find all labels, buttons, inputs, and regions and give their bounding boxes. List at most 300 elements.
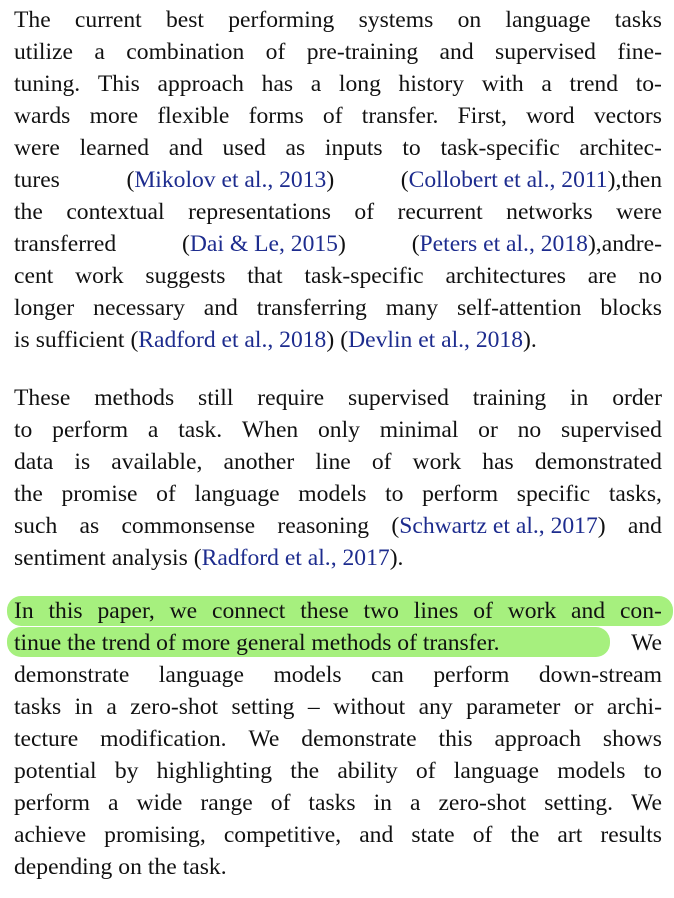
word xyxy=(307,36,418,68)
word-text: tures xyxy=(14,167,60,193)
word xyxy=(570,382,588,414)
text-line xyxy=(14,260,662,292)
word-text: on xyxy=(457,7,482,33)
word-text: and xyxy=(627,513,662,539)
word-text: lines xyxy=(413,598,459,624)
word-text: of xyxy=(322,103,343,129)
word xyxy=(14,132,60,164)
word-text: work xyxy=(507,598,557,624)
word xyxy=(457,292,581,324)
word xyxy=(391,510,605,542)
word xyxy=(247,260,282,292)
word xyxy=(66,196,164,228)
word xyxy=(98,68,140,100)
word xyxy=(510,819,539,851)
word xyxy=(266,36,286,68)
word xyxy=(118,851,142,883)
word xyxy=(594,100,662,132)
word-text: state xyxy=(411,822,455,848)
word xyxy=(286,132,306,164)
text-line xyxy=(14,100,662,132)
word xyxy=(541,68,551,100)
word xyxy=(371,659,404,691)
word-text: ( xyxy=(391,513,400,539)
word-text: to- xyxy=(635,71,662,97)
text-line xyxy=(14,228,662,260)
word xyxy=(166,4,204,36)
word-text: of xyxy=(270,790,291,816)
word-text: of xyxy=(415,758,436,784)
word xyxy=(97,595,154,627)
word-text: – xyxy=(307,694,320,720)
word-text: a xyxy=(106,694,117,720)
word-text: In xyxy=(14,598,34,624)
word-text: in xyxy=(569,385,589,411)
word-text: combination xyxy=(126,39,245,65)
word xyxy=(204,292,238,324)
word-text: range xyxy=(200,790,253,816)
word xyxy=(419,691,453,723)
word-text: the xyxy=(147,854,177,880)
word xyxy=(401,164,662,196)
word-text: in xyxy=(74,694,93,720)
word xyxy=(14,164,60,196)
word-text: data xyxy=(14,449,54,475)
word-text: re- xyxy=(635,231,662,257)
word-text: current xyxy=(74,7,142,33)
word-text: of xyxy=(472,822,493,848)
word-text: of xyxy=(156,481,176,507)
word xyxy=(223,132,266,164)
word xyxy=(262,68,293,100)
text-line xyxy=(14,595,662,627)
word xyxy=(249,723,280,755)
word-text: architec- xyxy=(579,135,662,161)
word-text: architectures xyxy=(445,263,566,289)
word xyxy=(14,228,116,260)
word-text: setting. xyxy=(544,790,614,816)
word-text: tinue the trend of more general methods of transfer. xyxy=(14,630,500,656)
word-text: sufficient xyxy=(35,327,125,353)
word-text: tecture xyxy=(14,726,79,752)
text-line xyxy=(14,68,662,100)
word-text: con- xyxy=(619,598,662,624)
word-text: and xyxy=(203,295,238,321)
word xyxy=(290,755,319,787)
citation-link[interactable]: Radford et al., 2017 xyxy=(201,545,390,571)
word xyxy=(108,787,118,819)
word-text: by xyxy=(114,758,139,784)
word-text: ) xyxy=(326,167,335,193)
word xyxy=(466,691,560,723)
word xyxy=(182,228,346,260)
word-text: supervised xyxy=(495,39,596,65)
word-text: promise xyxy=(61,481,138,507)
word xyxy=(115,755,139,787)
word-text: perform xyxy=(422,481,499,507)
word xyxy=(14,755,97,787)
word xyxy=(271,787,291,819)
word xyxy=(178,414,222,446)
word-text: When xyxy=(241,417,299,443)
citation-link[interactable]: Mikolov et al., 2013 xyxy=(134,167,327,193)
citation-link[interactable]: Radford et al., 2018 xyxy=(138,327,327,353)
word-text: to xyxy=(385,481,404,507)
word xyxy=(301,723,416,755)
word xyxy=(52,414,128,446)
word-text: best xyxy=(165,7,204,33)
word xyxy=(112,542,188,574)
word-text: demonstrate xyxy=(14,662,130,688)
word-text: networks xyxy=(506,199,593,225)
word xyxy=(638,260,662,292)
word-text: forms xyxy=(248,103,304,129)
word-text: These xyxy=(14,385,71,411)
word xyxy=(526,100,575,132)
word-text: the xyxy=(290,758,320,784)
word xyxy=(148,414,158,446)
word xyxy=(100,723,226,755)
word-text: analysis xyxy=(111,545,188,571)
word xyxy=(412,228,662,260)
word-text: approach xyxy=(157,71,244,97)
word-text: cent xyxy=(14,263,54,289)
word xyxy=(315,446,350,478)
word-text: models xyxy=(273,662,342,688)
word-text: no xyxy=(517,417,542,443)
word-text: available, xyxy=(111,449,203,475)
word-text: perform xyxy=(433,662,510,688)
word-text: supervised xyxy=(560,417,662,443)
word-text: task-specific xyxy=(440,135,560,161)
word xyxy=(14,723,78,755)
word xyxy=(318,414,360,446)
word-text: tasks xyxy=(308,790,356,816)
word xyxy=(636,68,662,100)
word-text: competitive, xyxy=(223,822,342,848)
word xyxy=(49,595,83,627)
word xyxy=(607,691,662,723)
word-text: task. xyxy=(178,417,223,443)
word xyxy=(399,68,465,100)
word xyxy=(354,196,374,228)
word-text: promising, xyxy=(104,822,206,848)
word-text: with xyxy=(481,71,524,97)
word xyxy=(600,819,662,851)
word-text: ). xyxy=(523,327,537,353)
word xyxy=(93,292,185,324)
word-text: perform xyxy=(52,417,129,443)
word-text: suggests xyxy=(145,263,226,289)
word xyxy=(570,68,618,100)
word xyxy=(600,292,662,324)
word-text: of xyxy=(473,598,493,624)
word xyxy=(422,478,498,510)
word-text: a xyxy=(541,71,552,97)
text-line xyxy=(14,414,662,446)
word-text: vectors xyxy=(593,103,662,129)
word-text: language xyxy=(158,662,244,688)
word xyxy=(495,36,596,68)
word-text: utilize xyxy=(14,39,73,65)
text-line xyxy=(14,627,662,659)
word xyxy=(364,595,399,627)
citation-link[interactable]: Schwartz et al., 2017 xyxy=(399,513,598,539)
word-text: archi- xyxy=(606,694,662,720)
word xyxy=(224,819,341,851)
word-text: to xyxy=(643,758,662,784)
text-line xyxy=(14,4,662,36)
word-text: is xyxy=(74,449,91,475)
word xyxy=(121,510,255,542)
word xyxy=(223,446,294,478)
word-text: contextual xyxy=(66,199,165,225)
word-text: The xyxy=(14,7,51,33)
word xyxy=(311,68,321,100)
word-text: that xyxy=(247,263,283,289)
word-text: this xyxy=(438,726,473,752)
word xyxy=(445,260,566,292)
text-line xyxy=(14,723,662,755)
word-text: without xyxy=(333,694,406,720)
word xyxy=(75,260,124,292)
text-line xyxy=(14,659,662,691)
word-text: such xyxy=(14,513,58,539)
word xyxy=(14,478,43,510)
word xyxy=(438,787,526,819)
word-text: ( xyxy=(411,231,420,257)
word-text: modification. xyxy=(100,726,227,752)
word-text: This xyxy=(97,71,140,97)
word-text: tuning. xyxy=(14,71,81,97)
word-text: has xyxy=(482,449,514,475)
word xyxy=(359,819,393,851)
word-text: language xyxy=(505,7,591,33)
word xyxy=(506,196,593,228)
word xyxy=(518,414,542,446)
citation-link[interactable]: Dai & Le, 2015 xyxy=(189,231,338,257)
word-text: ), xyxy=(607,167,622,193)
word xyxy=(148,851,177,883)
word-text: this xyxy=(48,598,83,624)
word xyxy=(544,787,613,819)
word xyxy=(14,68,80,100)
word-text: results xyxy=(600,822,662,848)
word-text: order xyxy=(612,385,662,411)
word-text: and xyxy=(439,39,474,65)
word-text: ) xyxy=(337,231,346,257)
word xyxy=(535,446,662,478)
word-text: in xyxy=(373,790,392,816)
word xyxy=(386,292,438,324)
word-text: language xyxy=(453,758,539,784)
text-line xyxy=(14,755,662,787)
word-text: wide xyxy=(136,790,183,816)
word xyxy=(14,446,53,478)
word xyxy=(557,755,625,787)
word xyxy=(413,446,462,478)
text-line xyxy=(14,382,662,414)
text-line xyxy=(14,324,662,356)
word xyxy=(14,260,53,292)
word-text: zero-shot xyxy=(438,790,527,816)
word xyxy=(75,4,142,36)
word xyxy=(333,691,405,723)
word-text: only xyxy=(318,417,360,443)
word-text: or xyxy=(573,694,594,720)
word-text: minimal xyxy=(379,417,459,443)
word xyxy=(94,36,104,68)
word-text: ability xyxy=(337,758,398,784)
word-text: used xyxy=(222,135,266,161)
word xyxy=(416,755,436,787)
text-line xyxy=(14,542,662,574)
word-text: a xyxy=(409,790,421,816)
word xyxy=(159,659,244,691)
word-text: depending xyxy=(14,854,113,880)
word xyxy=(617,36,662,68)
word xyxy=(402,132,420,164)
word-text: work xyxy=(412,449,462,475)
word-text: has xyxy=(261,71,294,97)
word xyxy=(348,382,449,414)
word xyxy=(362,100,439,132)
word-text: language xyxy=(194,481,280,507)
text-line xyxy=(14,691,662,723)
word-text: parameter xyxy=(466,694,561,720)
word-text: models xyxy=(557,758,626,784)
word xyxy=(106,691,116,723)
word xyxy=(517,478,590,510)
word xyxy=(631,627,662,659)
word-text: highlighting xyxy=(156,758,273,784)
word xyxy=(454,755,539,787)
word xyxy=(439,723,473,755)
word xyxy=(508,595,557,627)
word-text: then xyxy=(621,167,662,193)
word-text: require xyxy=(257,385,325,411)
word-text: performing xyxy=(228,7,335,33)
word-text: ) xyxy=(597,513,606,539)
word-text: transfer. xyxy=(361,103,439,129)
word-text: demonstrate xyxy=(301,726,417,752)
word xyxy=(158,68,244,100)
word xyxy=(157,100,229,132)
text-line xyxy=(14,292,662,324)
word xyxy=(304,260,423,292)
word xyxy=(80,132,149,164)
word-text: necessary xyxy=(93,295,185,321)
word-text: the xyxy=(510,822,540,848)
word-text: and xyxy=(359,822,394,848)
word xyxy=(339,68,381,100)
word-text: a xyxy=(108,790,119,816)
word-text: a xyxy=(94,39,105,65)
word-text: fine- xyxy=(617,39,662,65)
word xyxy=(14,414,32,446)
word-text: ( xyxy=(193,545,202,571)
word xyxy=(473,595,493,627)
citation-link[interactable]: Peters et al., 2018 xyxy=(419,231,588,257)
word xyxy=(440,36,474,68)
text-line xyxy=(14,196,662,228)
text-line xyxy=(14,787,662,819)
word-text: recurrent xyxy=(397,199,483,225)
word-text: longer xyxy=(14,295,75,321)
word xyxy=(136,787,182,819)
word xyxy=(14,691,61,723)
text-line xyxy=(14,446,662,478)
word xyxy=(14,659,129,691)
word xyxy=(603,723,662,755)
citation-link[interactable]: Devlin et al., 2018 xyxy=(348,327,524,353)
word xyxy=(157,755,272,787)
word xyxy=(473,382,546,414)
word xyxy=(571,595,605,627)
word-text: zero-shot xyxy=(130,694,219,720)
word-text: approach xyxy=(494,726,581,752)
word xyxy=(398,196,483,228)
citation-link[interactable]: Collobert et al., 2011 xyxy=(408,167,608,193)
word-text: task. xyxy=(182,854,227,880)
word-text: to xyxy=(14,417,33,443)
word-text: history xyxy=(398,71,465,97)
word xyxy=(200,787,252,819)
text-line xyxy=(14,478,662,510)
word-text: on xyxy=(118,854,142,880)
word xyxy=(616,196,662,228)
word xyxy=(325,132,383,164)
word-text: sentiment xyxy=(14,545,106,571)
word xyxy=(130,324,334,356)
word xyxy=(14,819,86,851)
word xyxy=(257,292,367,324)
word-text: We xyxy=(631,630,662,656)
text-line xyxy=(14,164,662,196)
word-text: were xyxy=(616,199,662,225)
word xyxy=(482,446,513,478)
word-text: demonstrated xyxy=(534,449,662,475)
word xyxy=(111,446,202,478)
word-text: down-stream xyxy=(538,662,662,688)
word-text: First, xyxy=(457,103,507,129)
word-text: another xyxy=(223,449,295,475)
word xyxy=(14,851,112,883)
word xyxy=(411,819,454,851)
word xyxy=(14,36,73,68)
text-line xyxy=(14,851,662,883)
word xyxy=(323,100,343,132)
word xyxy=(440,132,559,164)
word-text: trend xyxy=(569,71,619,97)
word xyxy=(14,542,106,574)
word-text: ), xyxy=(587,231,602,257)
word-text: commonsense xyxy=(121,513,256,539)
word-text: still xyxy=(198,385,234,411)
word xyxy=(380,414,459,446)
text-line xyxy=(14,36,662,68)
word-text: tasks, xyxy=(608,481,662,507)
word-text: ( xyxy=(130,327,139,353)
word xyxy=(298,478,366,510)
word xyxy=(458,100,507,132)
word xyxy=(126,36,244,68)
word-text: of xyxy=(371,449,392,475)
word xyxy=(14,196,43,228)
word xyxy=(198,382,233,414)
word xyxy=(615,4,662,36)
word-text: were xyxy=(14,135,60,161)
